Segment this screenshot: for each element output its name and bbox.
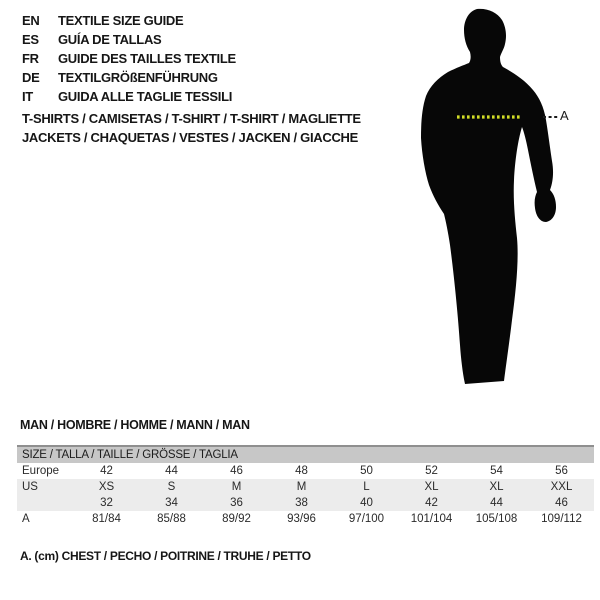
language-label: TEXTILGRÖßENFÜHRUNG — [58, 70, 218, 85]
product-line-tshirts: T-SHIRTS / CAMISETAS / T-SHIRT / T-SHIRT / MAGLIETTE — [22, 111, 361, 126]
row-label — [17, 495, 74, 511]
table-cell: 32 — [100, 497, 113, 509]
table-cell: 101/104 — [410, 513, 453, 525]
table-cell: 54 — [490, 465, 503, 477]
row-label: US — [22, 481, 38, 493]
man-silhouette — [421, 9, 556, 384]
row-label: A — [22, 513, 30, 525]
section-title-man: MAN / HOMBRE / HOMME / MANN / MAN — [20, 418, 250, 432]
table-cell: 109/112 — [541, 513, 582, 525]
measure-label-a: A — [560, 108, 569, 123]
language-code: DE — [22, 70, 40, 85]
table-cell: 89/92 — [222, 513, 251, 525]
table-cell: 85/88 — [157, 513, 186, 525]
table-cell: 56 — [555, 465, 568, 477]
table-cell: 93/96 — [287, 513, 316, 525]
table-cell: 52 — [425, 465, 438, 477]
table-row-chest-a — [17, 511, 594, 527]
row-label: Europe — [22, 465, 60, 477]
table-cell: L — [363, 481, 370, 493]
table-cell: M — [231, 481, 242, 493]
table-cell: 34 — [165, 497, 178, 509]
table-cell: 97/100 — [348, 513, 385, 525]
product-line-jackets: JACKETS / CHAQUETAS / VESTES / JACKEN / GIACCHE — [22, 130, 358, 145]
table-cell: S — [167, 481, 176, 493]
table-cell: 46 — [230, 465, 243, 477]
table-row-us — [17, 479, 594, 495]
table-cell: XL — [424, 481, 439, 493]
language-label: TEXTILE SIZE GUIDE — [58, 13, 184, 28]
table-cell: XXL — [550, 481, 573, 493]
table-cell: 46 — [555, 497, 568, 509]
table-row-us-numeric — [17, 495, 594, 511]
table-cell: 38 — [295, 497, 308, 509]
language-label: GUIDA ALLE TAGLIE TESSILI — [58, 89, 233, 104]
size-table-header: SIZE / TALLA / TAILLE / GRÖSSE / TAGLIA — [17, 447, 594, 463]
language-label: GUIDE DES TAILLES TEXTILE — [58, 51, 236, 66]
language-label: GUÍA DE TALLAS — [58, 32, 162, 47]
table-row-europe — [17, 463, 594, 479]
language-code: ES — [22, 32, 39, 47]
measure-footnote: A. (cm) CHEST / PECHO / POITRINE / TRUHE / PETTO — [20, 549, 311, 563]
table-cell: 36 — [230, 497, 243, 509]
language-code: IT — [22, 89, 33, 104]
size-table — [17, 445, 594, 527]
table-cell: 81/84 — [92, 513, 121, 525]
table-cell: 42 — [425, 497, 438, 509]
table-cell: 44 — [165, 465, 178, 477]
table-cell: XS — [98, 481, 115, 493]
table-cell: 44 — [490, 497, 503, 509]
table-cell: 48 — [295, 465, 308, 477]
table-cell: 42 — [100, 465, 113, 477]
language-code: FR — [22, 51, 39, 66]
table-cell: XL — [489, 481, 504, 493]
table-cell: M — [296, 481, 307, 493]
table-cell: 40 — [360, 497, 373, 509]
table-cell: 105/108 — [475, 513, 518, 525]
table-cell: 50 — [360, 465, 373, 477]
language-code: EN — [22, 13, 40, 28]
